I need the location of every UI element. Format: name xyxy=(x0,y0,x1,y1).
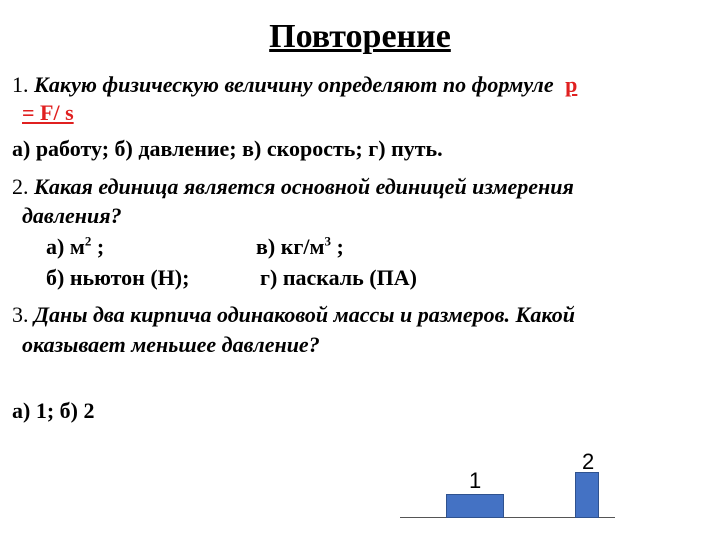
question-1-number: 1. xyxy=(12,72,29,97)
answer-2v-sup: 3 xyxy=(324,233,331,249)
formula-rest: = F/ s xyxy=(22,100,74,125)
question-3-answers: а) 1; б) 2 xyxy=(12,398,95,423)
question-2-number: 2. xyxy=(12,174,29,199)
answer-2a-sup: 2 xyxy=(84,233,92,249)
question-1 xyxy=(12,72,577,98)
page-title: Повторение xyxy=(269,18,451,55)
formula-p: р xyxy=(565,72,578,97)
question-1-answers: а) работу; б) давление; в) скорость; г) путь. xyxy=(12,136,443,161)
question-3-number: 3. xyxy=(12,302,29,327)
question-2 xyxy=(12,174,574,200)
answer-2b: б) ньютон (Н); xyxy=(46,265,190,290)
question-2-text-line1: Какая единица является основной единицей измерения xyxy=(34,174,574,199)
brick-1 xyxy=(446,494,504,518)
question-2-text-line2: давления? xyxy=(22,203,122,228)
question-3-text-line1: Даны два кирпича одинаковой массы и размеров. Какой xyxy=(34,302,575,327)
brick-1-label: 1 xyxy=(469,468,482,493)
answer-2a: а) $м^2$ ; xyxy=(46,233,105,259)
brick-2-label: 2 xyxy=(582,449,595,474)
formula-line xyxy=(22,100,74,126)
question-1-text: Какую физическую величину определяют по формуле xyxy=(34,72,554,97)
question-3-text-line2: оказывает меньшее давление? xyxy=(22,332,320,357)
answer-2g: г) паскаль (ПА) xyxy=(260,265,417,290)
brick-2 xyxy=(575,472,599,518)
answer-2v: в) $кг/м^3$ ; xyxy=(256,233,344,259)
question-3 xyxy=(12,302,575,328)
